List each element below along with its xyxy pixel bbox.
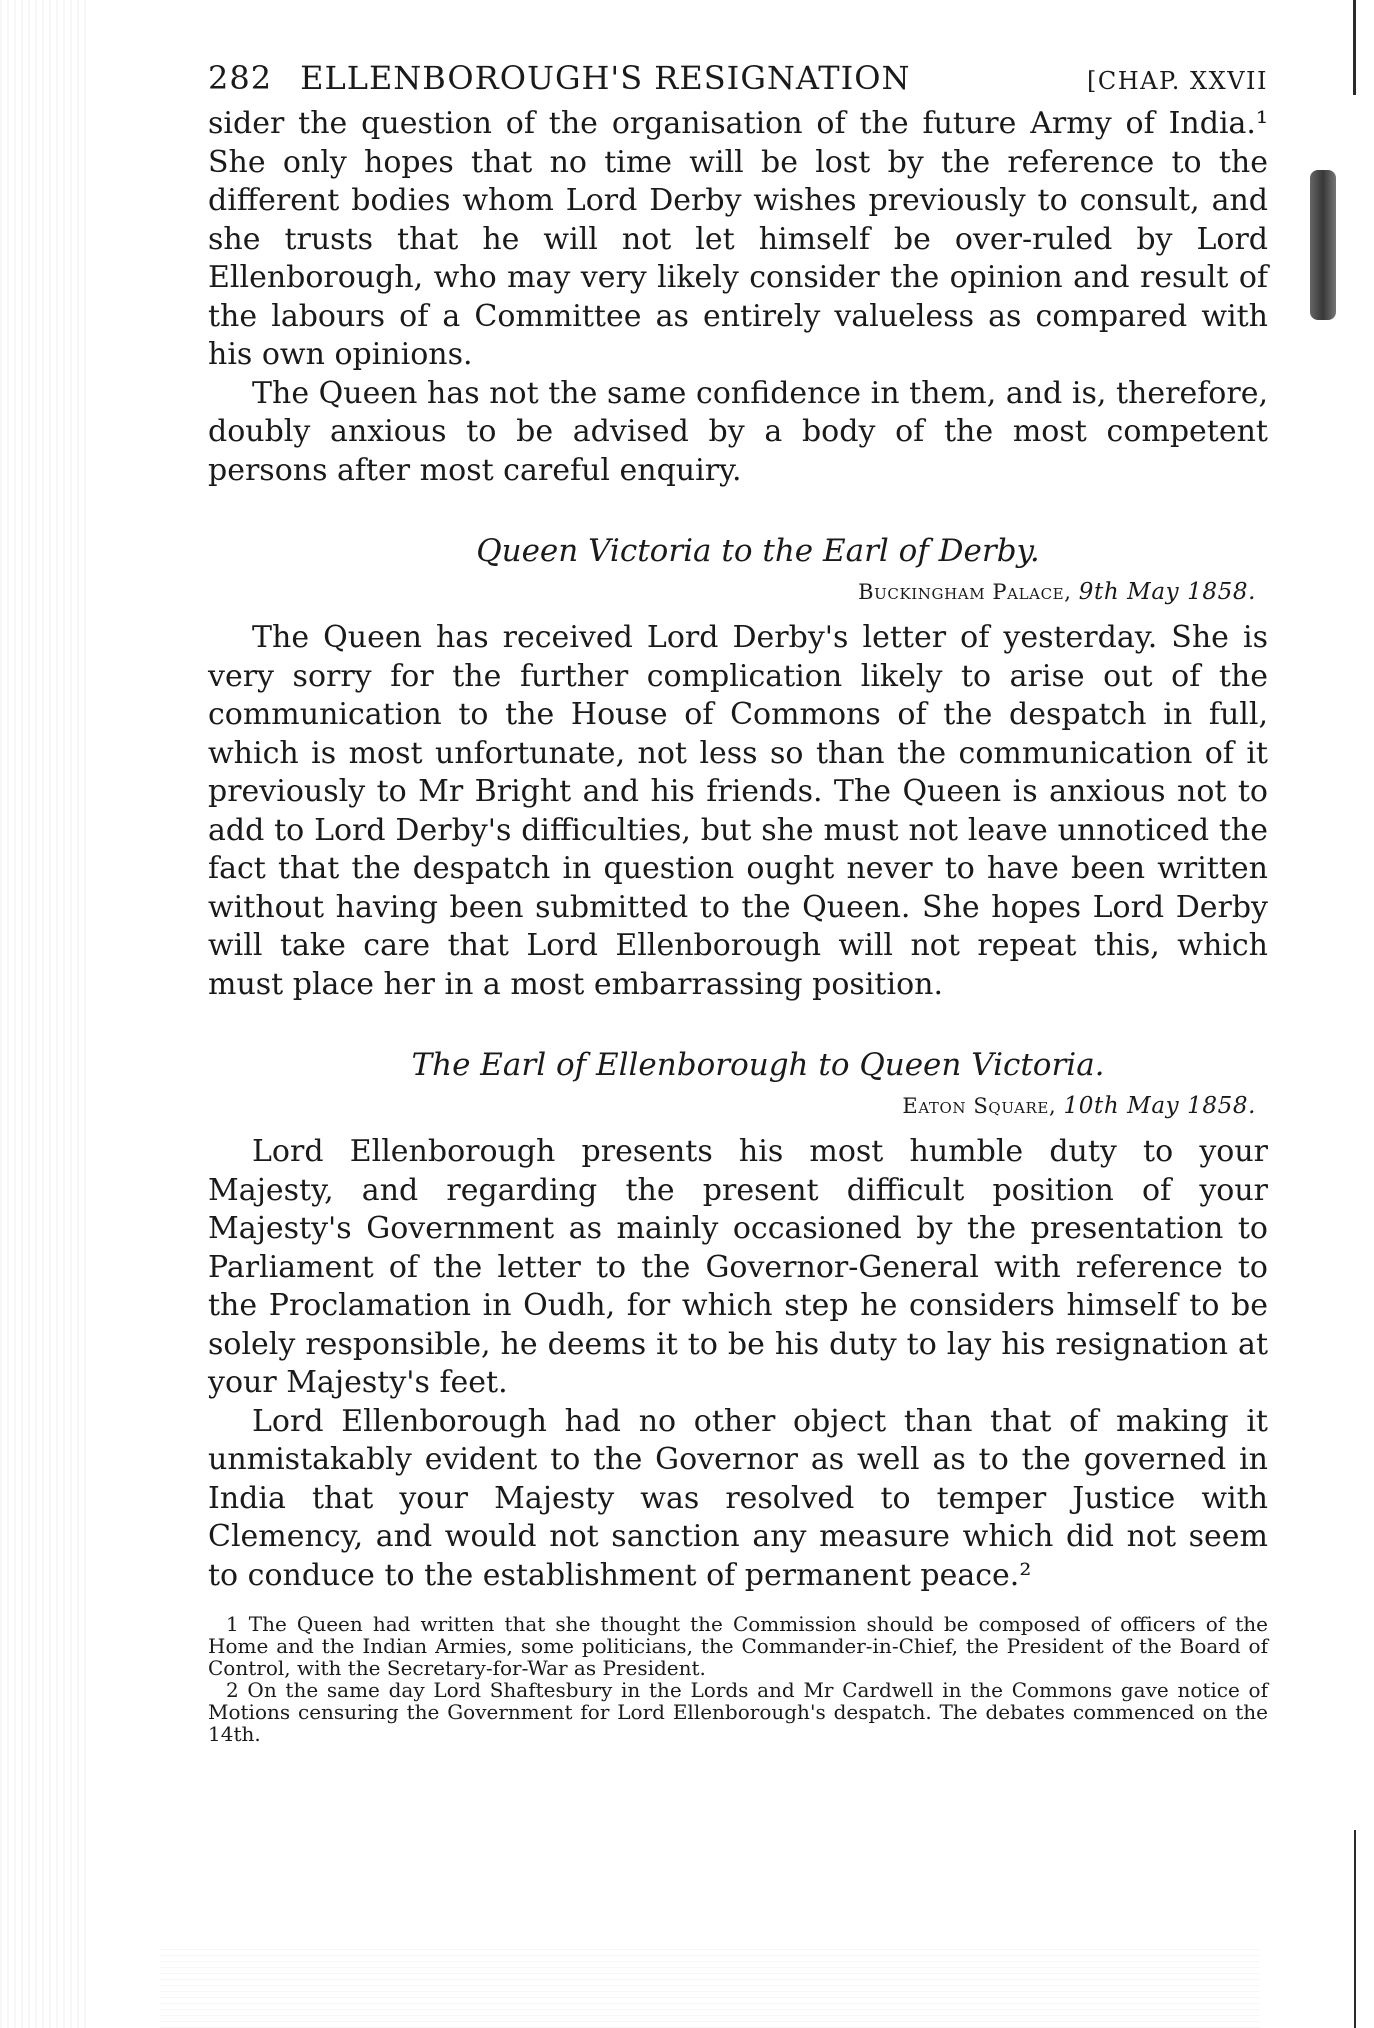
- paragraph: Lord Ellenborough had no other object than that of making it unmistakably evident to the Governor as well as to the governed in India that your Majesty was resolved to temper Justice with Clemency, and would not sanction any measure which did not seem to conduce to the establishment of permanent peace.²: [208, 1403, 1268, 1593]
- letter-dateline: [208, 573, 1268, 612]
- paragraph: Lord Ellenborough presents his most humble duty to your Majesty, and regarding the present difficult position of your Majesty's Government as mainly occasioned by the presentation to Parliament of the letter to the Governor-General with reference to the Proclamation in Oudh, for which step he considers himself to be solely responsible, he deems it to be his duty to lay his resignation at your Majesty's feet.: [208, 1134, 1268, 1400]
- scan-bottom-noise: [160, 1948, 1260, 2028]
- letter-date: 9th May 1858.: [1078, 578, 1256, 605]
- running-title: ELLENBOROUGH'S RESIGNATION: [300, 59, 911, 97]
- running-head: [208, 58, 1268, 101]
- scan-edge-line-bottom: [1354, 1830, 1356, 2028]
- paragraph: sider the question of the organisation of the future Army of India.¹ She only hopes that no time will be lost by the reference to the different bodies whom Lord Derby wishes previously to consult, and she trusts that he will not let himself be over-ruled by Lord Ellenborough, who may very likely consider the opinion and result of the labours of a Committee as entirely valueless as compared with his own opinions.: [208, 106, 1268, 372]
- scan-edge-line-top: [1353, 0, 1356, 95]
- footnote: 2 On the same day Lord Shaftesbury in the Lords and Mr Cardwell in the Commons gave notice of Motions censuring the Government for Lord Ellenborough's despatch. The debates commenced on the 14th.: [208, 1678, 1268, 1746]
- letter: [208, 1046, 1268, 1595]
- footnotes: [208, 1613, 1268, 1745]
- letter-heading: Queen Victoria to the Earl of Derby.: [476, 533, 1040, 569]
- letter-heading: The Earl of Ellenborough to Queen Victoria.: [411, 1047, 1105, 1083]
- scan-smudge: [1310, 170, 1336, 320]
- letter-place: Buckingham Palace,: [858, 579, 1072, 604]
- letter-place: Eaton Square,: [902, 1093, 1057, 1118]
- page-number: 282: [208, 59, 273, 97]
- continuation-text: [208, 105, 1268, 490]
- letter: [208, 532, 1268, 1004]
- paragraph: The Queen has received Lord Derby's letter of yesterday. She is very sorry for the further complication likely to arise out of the communication to the House of Commons of the despatch in full, which is most unfortunate, not less so than the communication of it previously to Mr Bright and his friends. The Queen is anxious not to add to Lord Derby's difficulties, but she must not leave unnoticed the fact that the despatch in question ought never to have been written without having been submitted to the Queen. She hopes Lord Derby will take care that Lord Ellenborough will not repeat this, which must place her in a most embarrassing position.: [208, 620, 1268, 1002]
- chapter-label: [CHAP. XXVII: [1087, 67, 1268, 95]
- letter-date: 10th May 1858.: [1063, 1092, 1256, 1119]
- paragraph: The Queen has not the same confidence in them, and is, therefore, doubly anxious to be advised by a body of the most competent persons after most careful enquiry.: [208, 375, 1268, 488]
- footnote: 1 The Queen had written that she thought the Commission should be composed of officers of the Home and the Indian Armies, some politicians, the Commander-in-Chief, the President of the Board of Control, with the Secretary-for-War as President.: [208, 1612, 1268, 1680]
- scan-edge-noise: [0, 0, 90, 2028]
- book-page: [208, 58, 1268, 1745]
- letter-dateline: [208, 1087, 1268, 1126]
